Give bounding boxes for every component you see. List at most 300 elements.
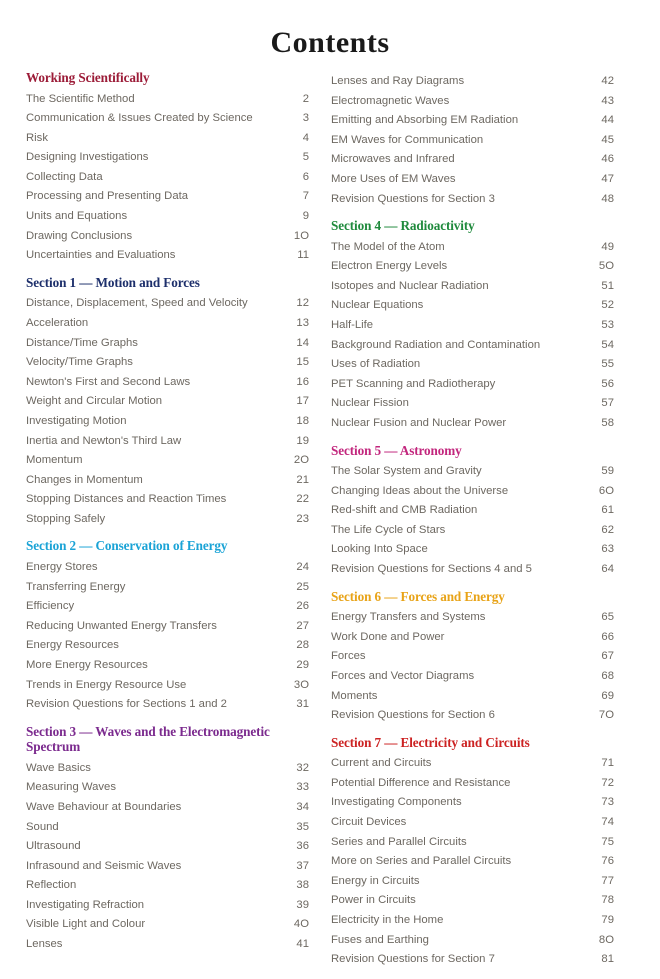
toc-entry-title: Efficiency	[26, 600, 75, 613]
toc-entry[interactable]	[331, 296, 614, 316]
toc-entry[interactable]	[331, 540, 614, 560]
toc-leader-dots	[467, 83, 598, 84]
toc-entry-title: Designing Investigations	[26, 151, 149, 164]
toc-leader-dots	[138, 101, 300, 102]
toc-entry-title: Trends in Energy Resource Use	[26, 678, 187, 691]
toc-entry[interactable]	[331, 355, 614, 375]
toc-entry[interactable]	[26, 294, 309, 314]
toc-leader-dots	[470, 844, 599, 845]
toc-leader-dots	[412, 405, 599, 406]
toc-leader-dots	[86, 462, 291, 463]
toc-leader-dots	[189, 687, 291, 688]
toc-leader-dots	[498, 717, 596, 718]
toc-entry-page-number: 51	[601, 279, 614, 292]
toc-leader-dots	[65, 946, 293, 947]
toc-entry-title: Distance, Displacement, Speed and Velocity	[26, 297, 248, 310]
toc-entry-title: Circuit Devices	[331, 816, 407, 828]
toc-entry-title: Current and Circuits	[331, 757, 432, 770]
toc-entry[interactable]	[331, 793, 614, 813]
toc-leader-dots	[431, 551, 599, 552]
toc-entry-title: Visible Light and Colour	[26, 918, 146, 931]
toc-entry[interactable]	[26, 915, 309, 935]
toc-entry-page-number: 44	[601, 114, 614, 127]
toc-entry-page-number: 59	[601, 465, 614, 478]
toc-entry-title: Stopping Safely	[26, 512, 106, 525]
toc-section-heading: Section 4 — Radioactivity	[331, 218, 475, 234]
toc-leader-dots	[229, 501, 293, 502]
page-title: Contents	[270, 26, 390, 59]
toc-entry[interactable]	[331, 170, 614, 190]
toc-entry-title: Investigating Refraction	[26, 898, 145, 911]
toc-entry[interactable]	[26, 168, 309, 188]
contents-right-column	[331, 70, 614, 979]
toc-entry-page-number: 69	[601, 689, 614, 702]
toc-entry-title: Investigating Components	[331, 796, 462, 809]
toc-entry-page-number: 57	[601, 397, 614, 410]
toc-entry-title: Energy Resources	[26, 639, 119, 652]
toc-entry[interactable]	[26, 109, 309, 129]
toc-entry[interactable]	[26, 656, 309, 676]
toc-entry-title: Measuring Waves	[26, 781, 116, 794]
toc-entry-page-number: 25	[296, 580, 309, 593]
toc-leader-dots	[448, 249, 599, 250]
toc-entry-title: Microwaves and Infrared	[331, 153, 455, 166]
toc-entry[interactable]	[26, 129, 309, 149]
toc-entry-title: Work Done and Power	[331, 630, 445, 643]
toc-entry[interactable]	[331, 336, 614, 356]
toc-leader-dots	[84, 848, 294, 849]
toc-leader-dots	[165, 403, 293, 404]
toc-leader-dots	[151, 159, 299, 160]
toc-leader-dots	[108, 521, 293, 522]
toc-section-section-2-conservation-of-energy	[26, 538, 309, 714]
toc-entry[interactable]	[26, 334, 309, 354]
toc-leader-dots	[486, 142, 598, 143]
toc-leader-dots	[151, 667, 294, 668]
toc-leader-dots	[514, 863, 598, 864]
toc-entry-title: Reducing Unwanted Energy Transfers	[26, 619, 217, 632]
toc-entry-page-number: 4	[302, 131, 309, 144]
toc-entry-title: Forces and Vector Diagrams	[331, 669, 475, 682]
toc-section-heading: Section 1 — Motion and Forces	[26, 274, 200, 290]
toc-entry[interactable]	[331, 667, 614, 687]
toc-entry[interactable]	[331, 647, 614, 667]
toc-leader-dots	[492, 288, 599, 289]
toc-entry-title: Risk	[26, 131, 48, 144]
toc-entry[interactable]	[331, 277, 614, 297]
toc-entry-title: Lenses and Ray Diagrams	[331, 75, 465, 87]
toc-entry[interactable]	[331, 316, 614, 336]
toc-entry[interactable]	[26, 778, 309, 798]
toc-entry-title: Uses of Radiation	[331, 358, 421, 371]
toc-section-heading: Section 6 — Forces and Energy	[331, 588, 505, 604]
toc-entry-page-number: 56	[601, 377, 614, 390]
toc-entry-page-number: 3O	[293, 678, 309, 691]
toc-section-entries	[331, 70, 614, 209]
toc-entry[interactable]	[331, 375, 614, 395]
toc-leader-dots	[191, 198, 300, 199]
toc-entry-title: Series and Parallel Circuits	[331, 835, 467, 848]
toc-entry-title: Background Radiation and Contamination	[331, 338, 541, 351]
toc-entry-page-number: 37	[296, 859, 309, 872]
toc-leader-dots	[128, 589, 293, 590]
toc-entry-title: Investigating Motion	[26, 414, 127, 427]
toc-leader-dots	[122, 647, 293, 648]
toc-entry-page-number: 8O	[598, 933, 614, 946]
toc-entry-title: Revision Questions for Section 3	[331, 192, 495, 205]
toc-entry[interactable]	[26, 227, 309, 247]
toc-leader-dots	[426, 307, 598, 308]
toc-entry-page-number: 52	[601, 299, 614, 312]
toc-entry-title: Forces	[331, 650, 366, 663]
toc-leader-dots	[452, 103, 598, 104]
toc-entry-title: Looking Into Space	[331, 543, 428, 556]
toc-entry-title: Energy in Circuits	[331, 874, 420, 887]
toc-entry-title: Sound	[26, 820, 59, 833]
toc-leader-dots	[448, 532, 598, 533]
toc-leader-dots	[458, 161, 599, 162]
toc-entry-title: Newton's First and Second Laws	[26, 375, 191, 388]
toc-section-section-7-electricity-and-circuits	[331, 735, 614, 970]
contents-left-column	[26, 70, 309, 979]
toc-entry[interactable]	[26, 510, 309, 530]
toc-entry-title: Red-shift and CMB Radiation	[331, 504, 478, 517]
toc-leader-dots	[230, 706, 293, 707]
toc-entry-title: Isotopes and Nuclear Radiation	[331, 279, 489, 292]
toc-entry[interactable]	[331, 813, 614, 833]
toc-entry-page-number: 23	[296, 512, 309, 525]
toc-entry-page-number: 1O	[293, 229, 309, 242]
toc-entry-title: Lenses	[26, 938, 63, 951]
toc-entry[interactable]	[26, 759, 309, 779]
toc-entry-title: Infrasound and Seismic Waves	[26, 859, 182, 872]
toc-leader-dots	[184, 809, 293, 810]
toc-entry-title: Ultrasound	[26, 840, 81, 853]
toc-entry-title: Nuclear Equations	[331, 299, 424, 312]
toc-entry-title: Uncertainties and Evaluations	[26, 249, 176, 262]
toc-entry[interactable]	[331, 754, 614, 774]
toc-entry[interactable]	[26, 837, 309, 857]
toc-entry[interactable]	[331, 257, 614, 277]
toc-entry-title: Weight and Circular Motion	[26, 395, 163, 408]
toc-entry[interactable]	[331, 872, 614, 892]
toc-leader-dots	[380, 698, 598, 699]
toc-entry-page-number: 42	[601, 75, 614, 87]
toc-entry-page-number: 2O	[293, 454, 309, 467]
toc-entry[interactable]	[331, 131, 614, 151]
toc-entry-title: Distance/Time Graphs	[26, 336, 138, 349]
toc-section-heading: Section 2 — Conservation of Energy	[26, 538, 228, 554]
toc-entry-page-number: 67	[601, 650, 614, 663]
toc-entry-title: More on Series and Parallel Circuits	[331, 855, 512, 868]
toc-entry[interactable]	[331, 72, 614, 92]
toc-leader-dots	[256, 120, 300, 121]
toc-entry-page-number: 66	[601, 630, 614, 643]
toc-entry-title: EM Waves for Communication	[331, 133, 484, 146]
toc-entry[interactable]	[26, 617, 309, 637]
toc-entry[interactable]	[331, 394, 614, 414]
toc-entry-page-number: 26	[296, 600, 309, 613]
toc-entry[interactable]	[331, 414, 614, 434]
toc-entry-page-number: 6	[302, 170, 309, 183]
toc-entry[interactable]	[26, 558, 309, 578]
toc-entry[interactable]	[26, 935, 309, 955]
toc-entry-title: The Model of the Atom	[331, 240, 445, 253]
toc-entry[interactable]	[331, 833, 614, 853]
toc-leader-dots	[498, 386, 598, 387]
toc-entry[interactable]	[331, 190, 614, 210]
toc-entry-title: Reflection	[26, 879, 77, 892]
toc-entry[interactable]	[331, 687, 614, 707]
toc-leader-dots	[446, 922, 598, 923]
toc-entry[interactable]	[26, 597, 309, 617]
toc-entry[interactable]	[26, 392, 309, 412]
toc-leader-dots	[136, 364, 293, 365]
toc-entry-title: Energy Transfers and Systems	[331, 611, 486, 624]
toc-entry[interactable]	[26, 451, 309, 471]
toc-entry-title: The Solar System and Gravity	[331, 465, 482, 478]
toc-entry[interactable]	[26, 695, 309, 715]
toc-entry[interactable]	[331, 931, 614, 951]
toc-leader-dots	[447, 639, 598, 640]
toc-leader-dots	[119, 789, 293, 790]
toc-entry[interactable]	[331, 774, 614, 794]
toc-entry-page-number: 71	[601, 757, 614, 770]
toc-leader-dots	[251, 305, 294, 306]
toc-entry-page-number: 78	[601, 894, 614, 907]
toc-entry-page-number: 13	[296, 316, 309, 329]
toc-entry-page-number: 72	[601, 776, 614, 789]
toc-entry-title: Fuses and Earthing	[331, 933, 429, 946]
toc-entry-page-number: 48	[601, 192, 614, 205]
toc-entry-page-number: 21	[296, 473, 309, 486]
toc-entry-page-number: 7	[302, 190, 309, 203]
toc-entry-page-number: 55	[601, 358, 614, 371]
toc-entry-title: Moments	[331, 689, 378, 702]
toc-entry-page-number: 36	[296, 840, 309, 853]
toc-entry[interactable]	[26, 207, 309, 227]
toc-leader-dots	[91, 325, 293, 326]
toc-entry[interactable]	[26, 818, 309, 838]
toc-entry[interactable]	[331, 608, 614, 628]
toc-entry[interactable]	[26, 412, 309, 432]
toc-section-heading: Section 5 — Astronomy	[331, 442, 462, 458]
toc-entry[interactable]	[26, 490, 309, 510]
toc-entry-page-number: 65	[601, 611, 614, 624]
toc-entry[interactable]	[331, 950, 614, 970]
toc-leader-dots	[148, 926, 291, 927]
toc-leader-dots	[432, 942, 596, 943]
toc-entry[interactable]	[331, 891, 614, 911]
toc-entry-title: Units and Equations	[26, 210, 128, 223]
toc-leader-dots	[106, 179, 300, 180]
toc-entry-page-number: 32	[296, 761, 309, 774]
toc-entry[interactable]	[26, 857, 309, 877]
toc-leader-dots	[62, 829, 294, 830]
toc-leader-dots	[480, 512, 598, 513]
toc-entry-page-number: 45	[601, 133, 614, 146]
toc-entry-title: PET Scanning and Radiotherapy	[331, 377, 496, 390]
toc-entry-title: More Energy Resources	[26, 658, 148, 671]
toc-leader-dots	[423, 883, 599, 884]
toc-entry-page-number: 61	[601, 504, 614, 517]
toc-entry[interactable]	[26, 896, 309, 916]
toc-entry-title: Velocity/Time Graphs	[26, 356, 133, 369]
toc-entry[interactable]	[26, 187, 309, 207]
toc-entry-page-number: 39	[296, 898, 309, 911]
toc-leader-dots	[193, 384, 293, 385]
toc-entry-title: Electromagnetic Waves	[331, 94, 450, 107]
toc-leader-dots	[419, 902, 599, 903]
toc-entry-title: Potential Difference and Resistance	[331, 776, 511, 789]
toc-entry[interactable]	[331, 111, 614, 131]
toc-entry-page-number: 18	[296, 414, 309, 427]
toc-entry[interactable]	[331, 501, 614, 521]
toc-leader-dots	[141, 345, 293, 346]
toc-leader-dots	[77, 608, 293, 609]
toc-leader-dots	[423, 366, 598, 367]
toc-entry-page-number: 27	[296, 619, 309, 632]
toc-entry-page-number: 3	[302, 112, 309, 125]
toc-leader-dots	[409, 824, 598, 825]
toc-entry-page-number: 31	[296, 698, 309, 711]
contents-columns	[0, 70, 660, 979]
toc-entry-page-number: 75	[601, 835, 614, 848]
toc-leader-dots	[184, 443, 293, 444]
toc-entry-title: Half-Life	[331, 319, 374, 332]
toc-entry-title: Wave Behaviour at Boundaries	[26, 800, 182, 813]
toc-entry[interactable]	[26, 90, 309, 110]
toc-entry[interactable]	[331, 560, 614, 580]
toc-entry-title: Acceleration	[26, 316, 89, 329]
toc-entry[interactable]	[331, 911, 614, 931]
toc-leader-dots	[535, 571, 598, 572]
toc-entry-title: Communication & Issues Created by Science	[26, 112, 253, 125]
toc-entry-page-number: 38	[296, 879, 309, 892]
toc-entry-title: Momentum	[26, 454, 83, 467]
toc-entry[interactable]	[26, 676, 309, 696]
toc-entry-page-number: 11	[297, 249, 309, 262]
toc-leader-dots	[513, 785, 598, 786]
toc-leader-dots	[498, 961, 599, 962]
toc-leader-dots	[459, 181, 599, 182]
toc-leader-dots	[509, 425, 598, 426]
toc-entry-title: Electron Energy Levels	[331, 260, 448, 273]
toc-leader-dots	[220, 628, 294, 629]
toc-entry[interactable]	[331, 238, 614, 258]
toc-entry-page-number: 46	[601, 153, 614, 166]
toc-entry[interactable]	[26, 636, 309, 656]
toc-entry-page-number: 54	[601, 338, 614, 351]
toc-entry-page-number: 4O	[293, 918, 309, 931]
toc-entry[interactable]	[331, 852, 614, 872]
toc-entry[interactable]	[26, 798, 309, 818]
toc-entry-page-number: 34	[296, 800, 309, 813]
toc-entry[interactable]	[331, 92, 614, 112]
toc-entry[interactable]	[26, 432, 309, 452]
toc-section-section-1-motion-and-forces	[26, 275, 309, 530]
toc-section-section-4-radioactivity	[331, 218, 614, 433]
toc-entry-page-number: 19	[296, 434, 309, 447]
toc-entry[interactable]	[331, 521, 614, 541]
toc-entry-page-number: 64	[601, 563, 614, 576]
toc-entry-title: Drawing Conclusions	[26, 229, 133, 242]
toc-entry[interactable]	[331, 628, 614, 648]
toc-entry-title: Nuclear Fusion and Nuclear Power	[331, 417, 507, 429]
toc-leader-dots	[101, 569, 294, 570]
toc-entry-page-number: 29	[296, 658, 309, 671]
toc-leader-dots	[184, 868, 293, 869]
toc-entry-page-number: 24	[296, 560, 309, 573]
toc-entry-title: Changes in Momentum	[26, 473, 143, 486]
toc-entry-page-number: 79	[601, 913, 614, 926]
toc-entry-page-number: 22	[296, 493, 309, 506]
toc-entry-page-number: 47	[601, 172, 614, 185]
toc-entry[interactable]	[26, 876, 309, 896]
toc-entry[interactable]	[26, 578, 309, 598]
toc-entry-title: Revision Questions for Section 7	[331, 953, 495, 966]
toc-entry[interactable]	[26, 353, 309, 373]
toc-entry[interactable]	[26, 246, 309, 266]
toc-entry-title: The Life Cycle of Stars	[331, 523, 446, 536]
toc-entry[interactable]	[26, 471, 309, 491]
toc-entry-page-number: 53	[601, 319, 614, 332]
toc-entry[interactable]	[26, 373, 309, 393]
toc-entry-title: Revision Questions for Section 6	[331, 709, 495, 722]
toc-entry[interactable]	[331, 462, 614, 482]
toc-entry-page-number: 6O	[598, 484, 614, 497]
toc-entry-page-number: 62	[601, 523, 614, 536]
toc-leader-dots	[130, 218, 300, 219]
toc-leader-dots	[543, 347, 598, 348]
toc-leader-dots	[369, 658, 599, 659]
toc-leader-dots	[51, 140, 300, 141]
toc-section-heading: Section 3 — Waves and the Electromagnetic Spectrum	[26, 723, 270, 755]
toc-entry-page-number: 14	[296, 336, 309, 349]
toc-entry-page-number: 33	[296, 781, 309, 794]
toc-entry-page-number: 43	[601, 94, 614, 107]
toc-leader-dots	[79, 887, 293, 888]
toc-entry-page-number: 28	[296, 639, 309, 652]
toc-leader-dots	[94, 770, 294, 771]
toc-leader-dots	[477, 678, 598, 679]
toc-entry-page-number: 68	[601, 669, 614, 682]
toc-entry-page-number: 35	[296, 820, 309, 833]
toc-entry-title: Stopping Distances and Reaction Times	[26, 493, 227, 506]
toc-leader-dots	[147, 907, 293, 908]
toc-entry-page-number: 9	[302, 210, 309, 223]
toc-entry[interactable]	[26, 314, 309, 334]
toc-entry[interactable]	[331, 706, 614, 726]
toc-entry-page-number: 16	[296, 375, 309, 388]
toc-entry-title: Revision Questions for Sections 1 and 2	[26, 698, 227, 711]
toc-entry-title: More Uses of EM Waves	[331, 172, 456, 185]
toc-section-section-3-waves-and-the-electromagnetic-spectrum	[26, 724, 309, 955]
toc-entry[interactable]	[331, 150, 614, 170]
toc-entry-page-number: 77	[601, 874, 614, 887]
toc-entry-title: Nuclear Fission	[331, 397, 409, 410]
toc-leader-dots	[135, 238, 291, 239]
toc-entry[interactable]	[331, 482, 614, 502]
toc-entry-title: Energy Stores	[26, 560, 98, 573]
toc-entry-page-number: 73	[601, 796, 614, 809]
toc-entry-title: The Scientific Method	[26, 92, 135, 105]
toc-entry-title: Revision Questions for Sections 4 and 5	[331, 563, 532, 576]
toc-entry-title: Collecting Data	[26, 170, 103, 183]
toc-entry[interactable]	[26, 148, 309, 168]
toc-leader-dots	[129, 423, 293, 424]
toc-entry-title: Electricity in the Home	[331, 913, 444, 926]
